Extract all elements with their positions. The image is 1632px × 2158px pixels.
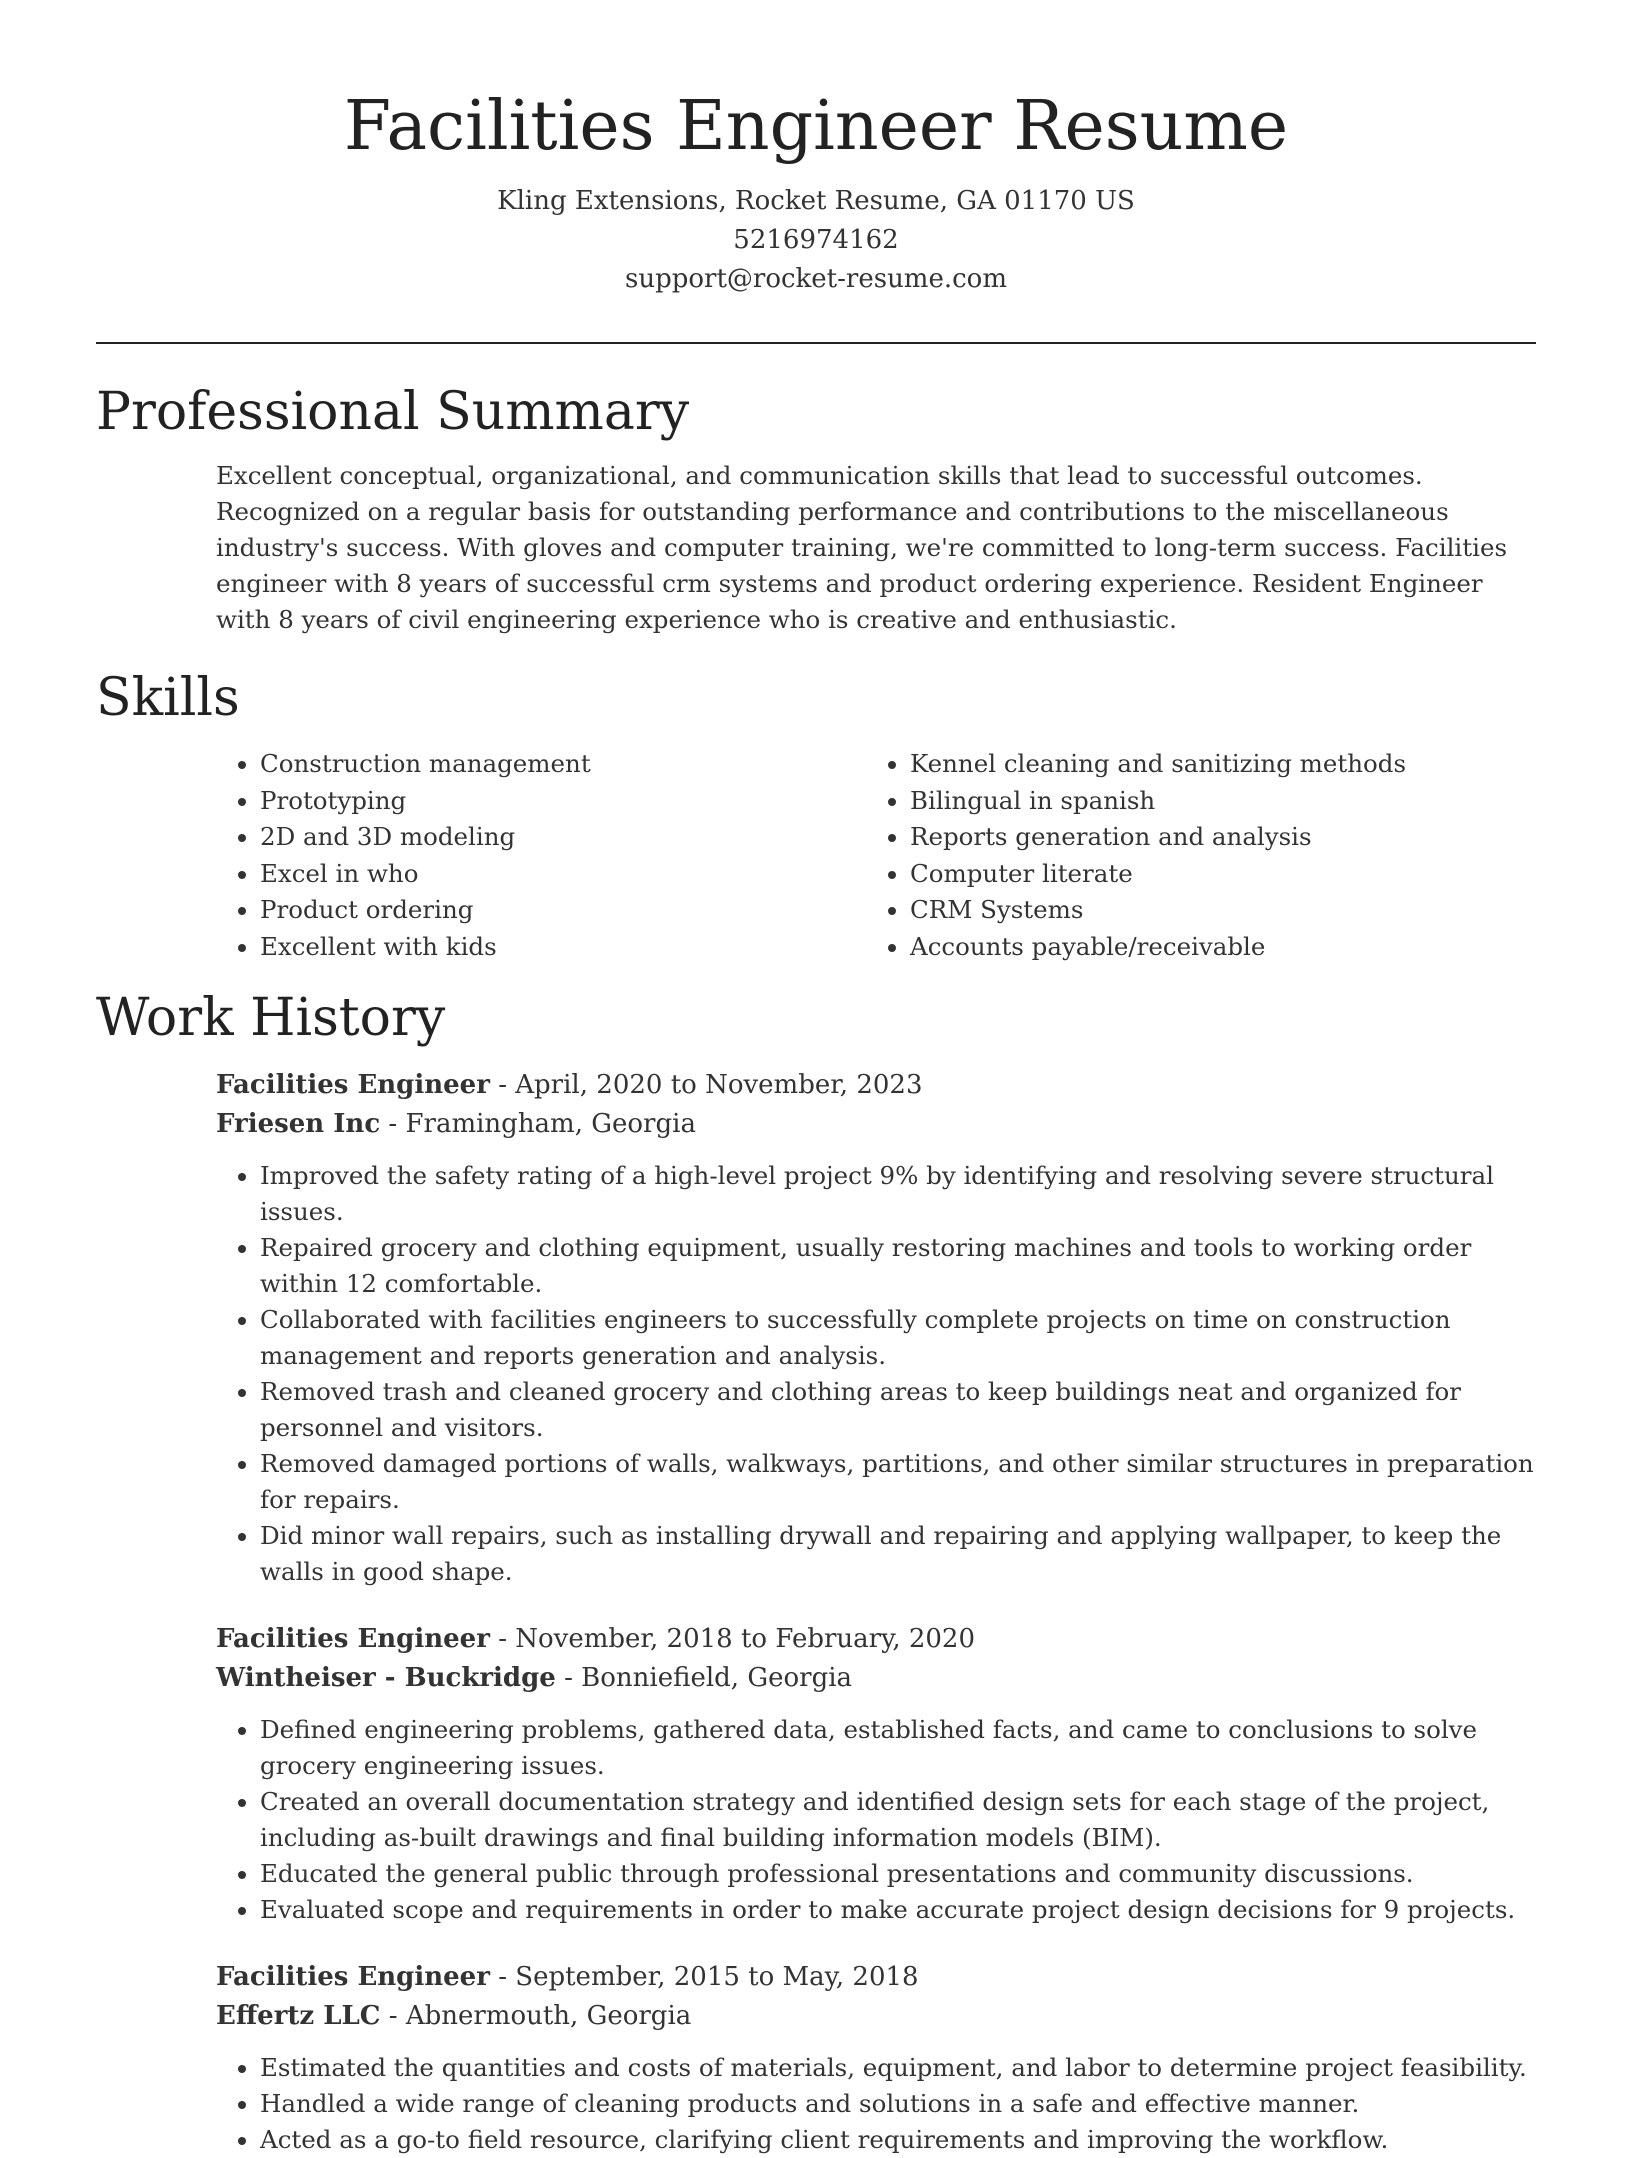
skills-section — [96, 666, 1536, 965]
job-bullet: • Collaborated with facilities engineers to successfully complete projects on time on construction management and reports generation and analysis. — [260, 1302, 1550, 1374]
job-entry — [216, 1958, 1536, 2158]
job-bullet: • Removed damaged portions of walls, walkways, partitions, and other similar structures in preparation for repairs. — [260, 1446, 1550, 1518]
job-title-line: Facilities Engineer - September, 2015 to May, 2018 — [216, 1962, 919, 1992]
job-bullet: • Educated the general public through professional presentations and community discussions. — [260, 1856, 1550, 1892]
job-bullet: • Handled a wide range of cleaning products and solutions in a safe and effective manner. — [260, 2086, 1550, 2122]
job-location: Abnermouth, Georgia — [405, 2001, 692, 2031]
summary-text: Excellent conceptual, organizational, and communication skills that lead to successful outcomes. Recognized on a regular basis for outstanding performance and contributions to the miscellaneous industry's success. With gloves and computer training, we're committed to long-term success. Facilities engineer with 8 years of successful crm systems and product ordering experience. Resident Engineer with 8 years of civil engineering experience who is creative and enthusiastic. — [216, 461, 1508, 634]
job-company-line: Friesen Inc - Framingham, Georgia — [216, 1109, 696, 1139]
summary-section — [96, 380, 1536, 638]
job-company: Wintheiser - Buckridge — [216, 1663, 556, 1693]
skill-item: • Product ordering — [260, 892, 866, 929]
job-header — [216, 1066, 1536, 1144]
work-history-heading: Work History — [96, 988, 446, 1048]
job-title: Facilities Engineer — [216, 1070, 490, 1100]
job-bullet: • Created an overall documentation strategy and identified design sets for each stage of the project, including as-built drawings and final building information models (BIM). — [260, 1784, 1550, 1856]
job-bullets — [216, 2050, 1550, 2158]
job-bullet: • Estimated the quantities and costs of materials, equipment, and labor to determine project feasibility. — [260, 2050, 1550, 2086]
job-title-line: Facilities Engineer - April, 2020 to November, 2023 — [216, 1070, 923, 1100]
job-company: Friesen Inc — [216, 1109, 381, 1139]
skill-item: • Construction management — [260, 746, 866, 783]
skills-column-left — [216, 746, 866, 965]
job-bullet: • Evaluated scope and requirements in order to make accurate project design decisions for 9 projects. — [260, 1892, 1550, 1928]
job-title-line: Facilities Engineer - November, 2018 to February, 2020 — [216, 1624, 976, 1654]
skill-item: • Kennel cleaning and sanitizing methods — [910, 746, 1516, 783]
job-bullets — [216, 1712, 1550, 1928]
work-history-section — [96, 986, 1536, 2158]
job-bullet: • Removed trash and cleaned grocery and clothing areas to keep buildings neat and organized for personnel and visitors. — [260, 1374, 1550, 1446]
contact-block — [0, 182, 1632, 299]
job-company-line: Wintheiser - Buckridge - Bonniefield, Georgia — [216, 1663, 853, 1693]
job-title: Facilities Engineer — [216, 1624, 490, 1654]
skill-item: • Excellent with kids — [260, 929, 866, 966]
job-dates: April, 2020 to November, 2023 — [515, 1070, 923, 1100]
resume-header — [0, 0, 1632, 299]
job-entry — [216, 1620, 1536, 1928]
job-location: Bonniefield, Georgia — [581, 1663, 853, 1693]
job-bullet: • Repaired grocery and clothing equipment, usually restoring machines and tools to working order within 12 comfortable. — [260, 1230, 1550, 1302]
job-header — [216, 1620, 1536, 1698]
job-title: Facilities Engineer — [216, 1962, 490, 1992]
job-company-line: Effertz LLC - Abnermouth, Georgia — [216, 2001, 692, 2031]
skills-heading: Skills — [96, 668, 240, 728]
job-bullet: • Improved the safety rating of a high-level project 9% by identifying and resolving severe structural issues. — [260, 1158, 1550, 1230]
skill-item: • Accounts payable/receivable — [910, 929, 1516, 966]
job-bullet: • Defined engineering problems, gathered data, established facts, and came to conclusions to solve grocery engineering issues. — [260, 1712, 1550, 1784]
skill-item: • Computer literate — [910, 856, 1516, 893]
job-company: Effertz LLC — [216, 2001, 381, 2031]
header-divider — [96, 342, 1536, 344]
skills-list — [216, 746, 1536, 965]
contact-email: support@rocket-resume.com — [624, 264, 1007, 294]
skill-item: • 2D and 3D modeling — [260, 819, 866, 856]
skill-item: • Prototyping — [260, 783, 866, 820]
contact-phone: 5216974162 — [733, 225, 899, 255]
job-dates: September, 2015 to May, 2018 — [515, 1962, 919, 1992]
job-dates: November, 2018 to February, 2020 — [515, 1624, 976, 1654]
contact-address: Kling Extensions, Rocket Resume, GA 01170 US — [497, 186, 1135, 216]
job-bullet: • Did minor wall repairs, such as installing drywall and repairing and applying wallpaper, to keep the walls in good shape. — [260, 1518, 1550, 1590]
summary-heading: Professional Summary — [96, 382, 690, 442]
job-header — [216, 1958, 1536, 2036]
job-bullet: • Acted as a go-to field resource, clarifying client requirements and improving the workflow. — [260, 2122, 1550, 2158]
skill-item: • CRM Systems — [910, 892, 1516, 929]
job-entry — [216, 1066, 1536, 1590]
skills-column-right — [866, 746, 1516, 965]
skill-item: • Bilingual in spanish — [910, 783, 1516, 820]
skill-item: • Excel in who — [260, 856, 866, 893]
resume-title: Facilities Engineer Resume — [343, 87, 1289, 166]
job-bullets — [216, 1158, 1550, 1590]
job-location: Framingham, Georgia — [405, 1109, 696, 1139]
skill-item: • Reports generation and analysis — [910, 819, 1516, 856]
